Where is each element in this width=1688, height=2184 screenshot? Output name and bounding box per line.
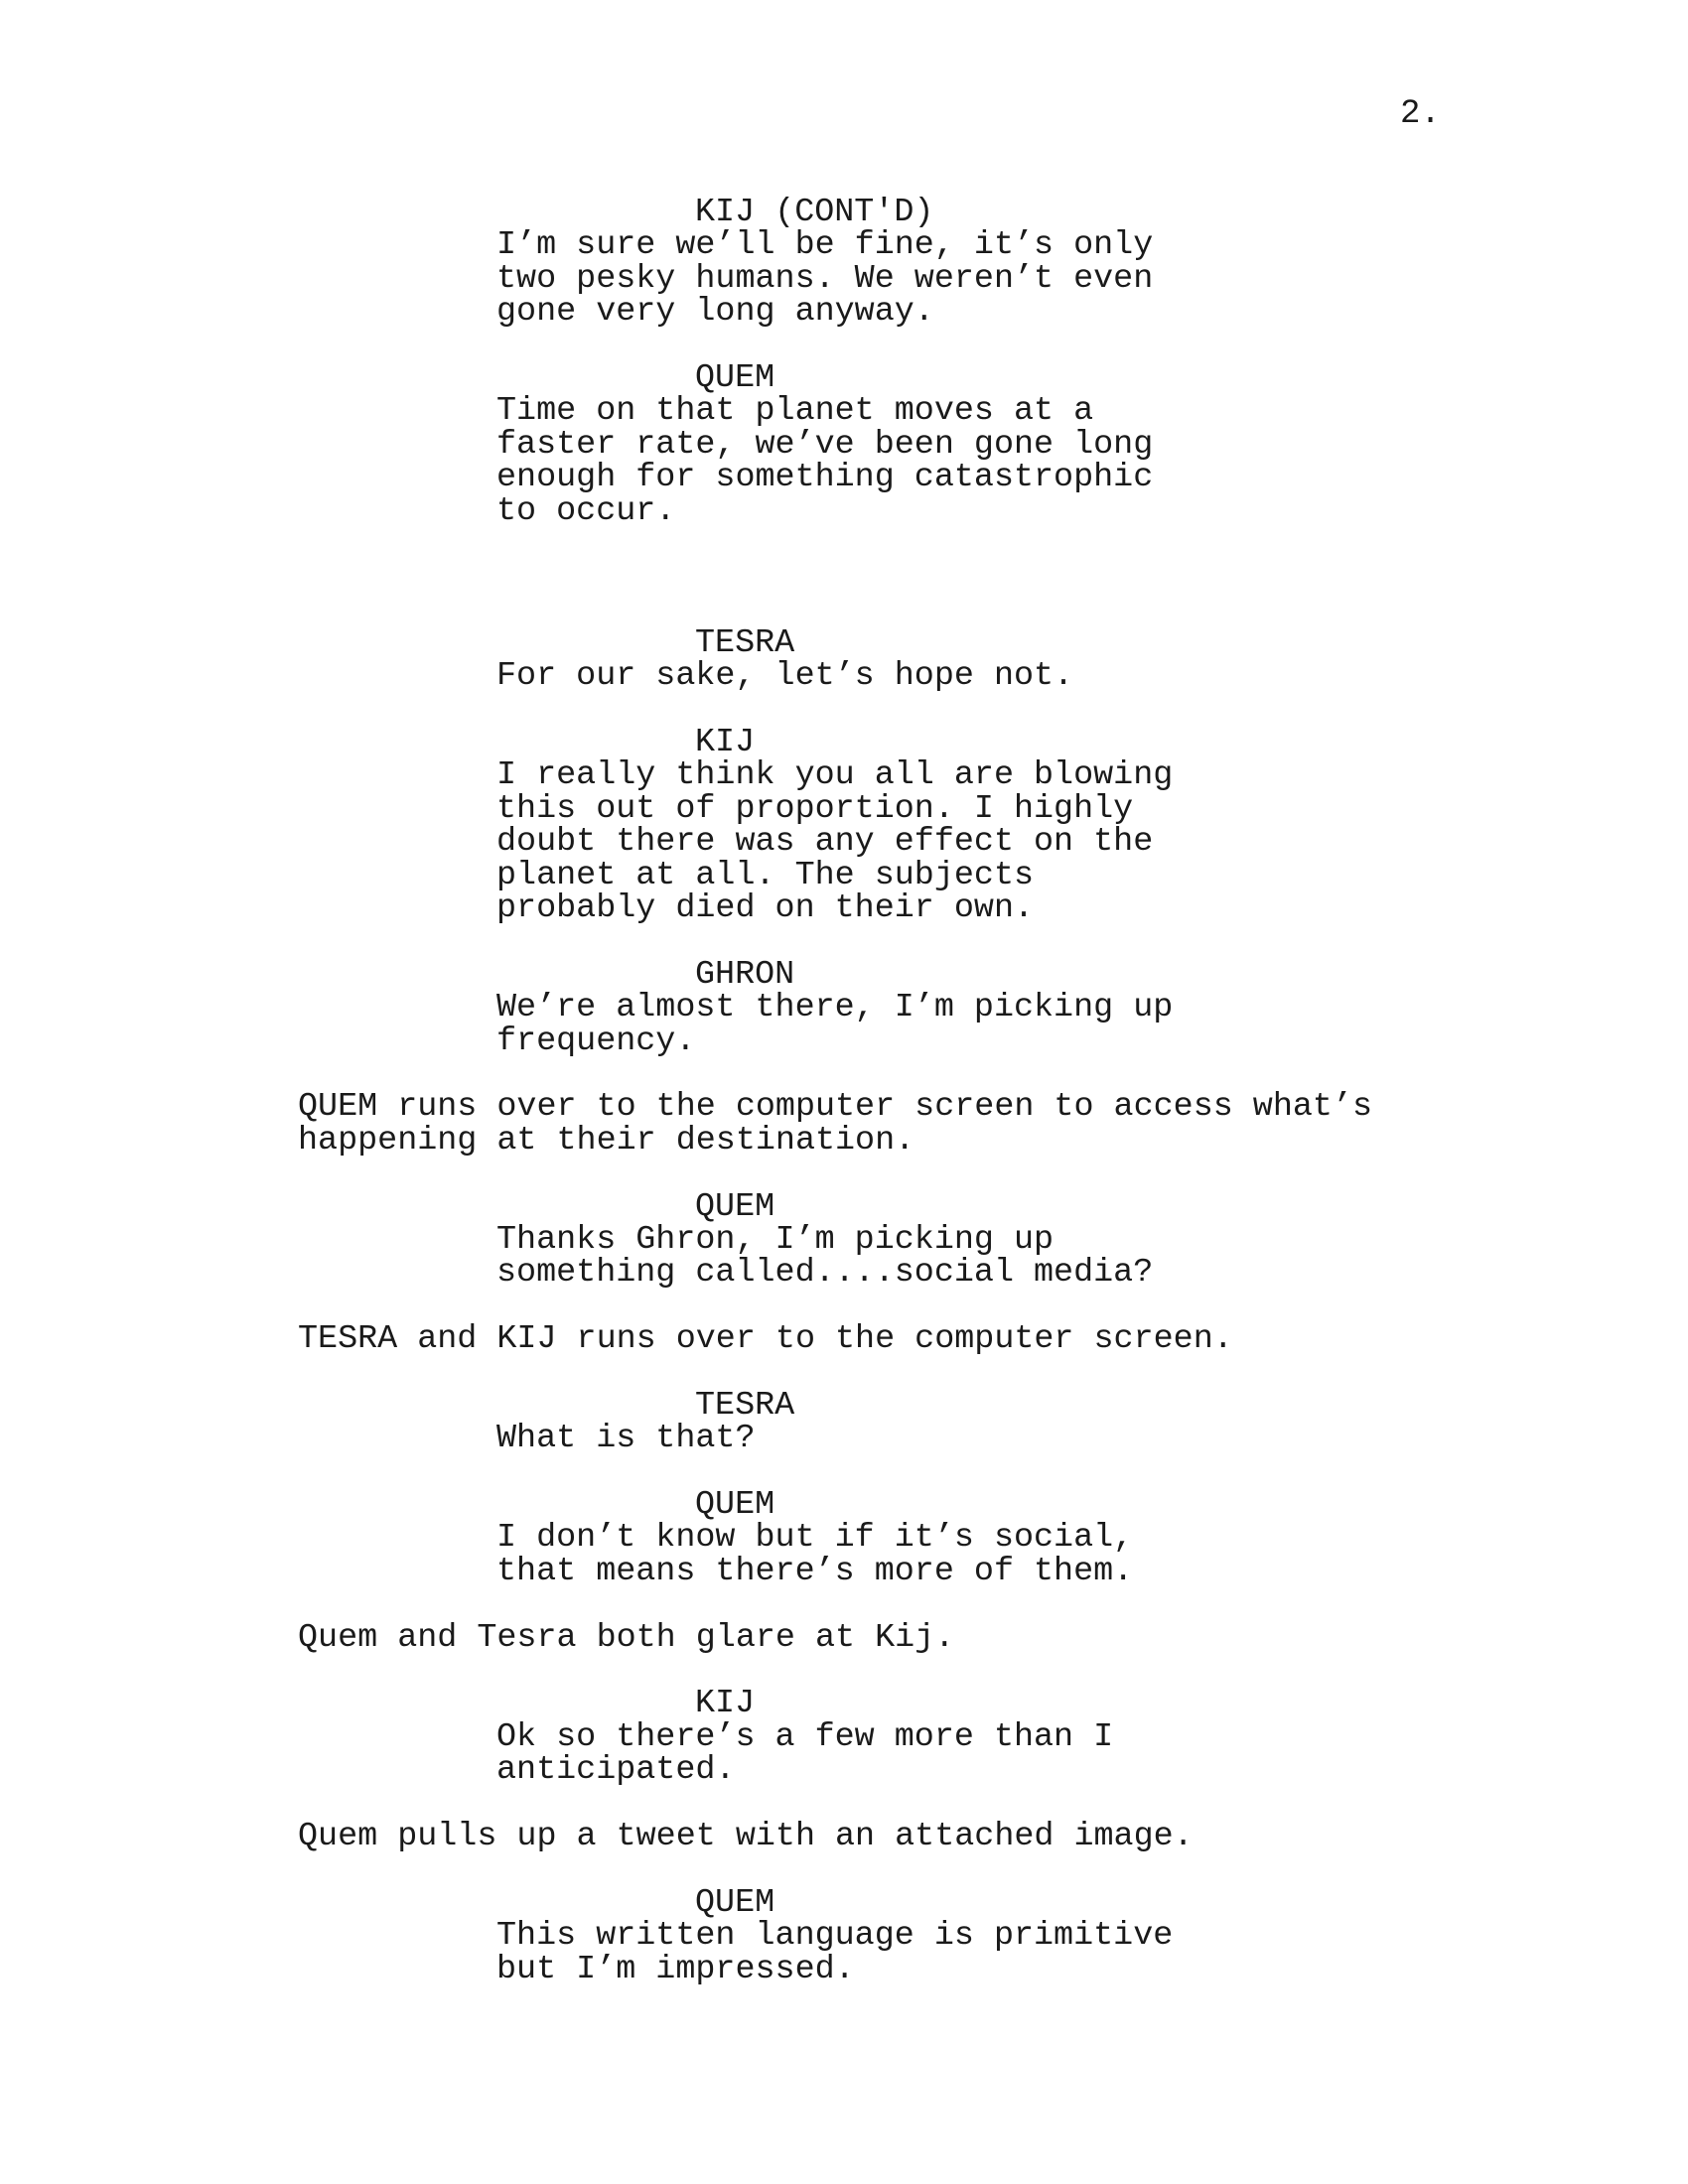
dialogue-line: faster rate, we’ve been gone long — [496, 425, 1154, 464]
character-name: GHRON — [695, 955, 795, 994]
action-block — [0, 1088, 1688, 1160]
character-name: KIJ — [695, 724, 756, 762]
dialogue-line: anticipated. — [496, 1751, 736, 1790]
dialogue-line: We’re almost there, I’m picking up — [496, 989, 1174, 1027]
action-line: TESRA and KIJ runs over to the computer screen. — [298, 1320, 1233, 1359]
dialogue-line: enough for something catastrophic — [496, 459, 1154, 497]
page-number: 2. — [1400, 95, 1441, 133]
dialogue-line: gone very long anyway. — [496, 293, 934, 332]
dialogue-block — [0, 955, 1688, 1060]
dialogue-line: doubt there was any effect on the — [496, 823, 1154, 862]
dialogue-block — [0, 1486, 1688, 1590]
action-block — [0, 1320, 1688, 1359]
dialogue-line: frequency. — [496, 1022, 696, 1060]
dialogue-line: I really think you all are blowing — [496, 756, 1174, 795]
action-block — [0, 1618, 1688, 1657]
dialogue-line: two pesky humans. We weren’t even — [496, 259, 1154, 298]
dialogue-block — [0, 1685, 1688, 1790]
dialogue-block — [0, 1883, 1688, 1988]
dialogue-line: Thanks Ghron, I’m picking up — [496, 1220, 1055, 1259]
dialogue-line: planet at all. The subjects — [496, 856, 1035, 894]
action-line: QUEM runs over to the computer screen to access what’s — [298, 1088, 1373, 1127]
character-name: QUEM — [695, 1187, 775, 1226]
action-line: happening at their destination. — [298, 1121, 915, 1160]
screenplay-page — [0, 194, 1688, 1988]
character-name: KIJ (CONT'D) — [695, 194, 934, 231]
dialogue-line: I don’t know but if it’s social, — [496, 1519, 1134, 1558]
character-name: TESRA — [695, 1386, 795, 1425]
dialogue-line: to occur. — [496, 491, 676, 530]
dialogue-line: I’m sure we’ll be fine, it’s only — [496, 226, 1154, 265]
dialogue-line: For our sake, let’s hope not. — [496, 657, 1074, 696]
dialogue-line: What is that? — [496, 1420, 756, 1458]
dialogue-line: Time on that planet moves at a — [496, 392, 1094, 431]
dialogue-block — [0, 623, 1688, 696]
character-name: QUEM — [695, 358, 775, 397]
dialogue-block — [0, 194, 1688, 332]
dialogue-block — [0, 724, 1688, 928]
dialogue-line: Ok so there’s a few more than I — [496, 1717, 1114, 1756]
dialogue-line: this out of proportion. I highly — [496, 789, 1134, 828]
character-name: KIJ — [695, 1685, 756, 1723]
dialogue-block — [0, 1187, 1688, 1293]
action-line: Quem pulls up a tweet with an attached image. — [298, 1817, 1194, 1855]
character-name: QUEM — [695, 1883, 775, 1922]
action-line: Quem and Tesra both glare at Kij. — [298, 1618, 955, 1657]
dialogue-line: something called....social media? — [496, 1254, 1154, 1293]
character-name: QUEM — [695, 1486, 775, 1525]
dialogue-line: probably died on their own. — [496, 889, 1035, 928]
character-name: TESRA — [695, 623, 795, 662]
dialogue-block — [0, 358, 1688, 530]
dialogue-line: that means there’s more of them. — [496, 1552, 1134, 1590]
dialogue-block — [0, 1386, 1688, 1458]
dialogue-line: but I’m impressed. — [496, 1950, 855, 1988]
dialogue-line: This written language is primitive — [496, 1917, 1174, 1956]
action-block — [0, 1817, 1688, 1855]
